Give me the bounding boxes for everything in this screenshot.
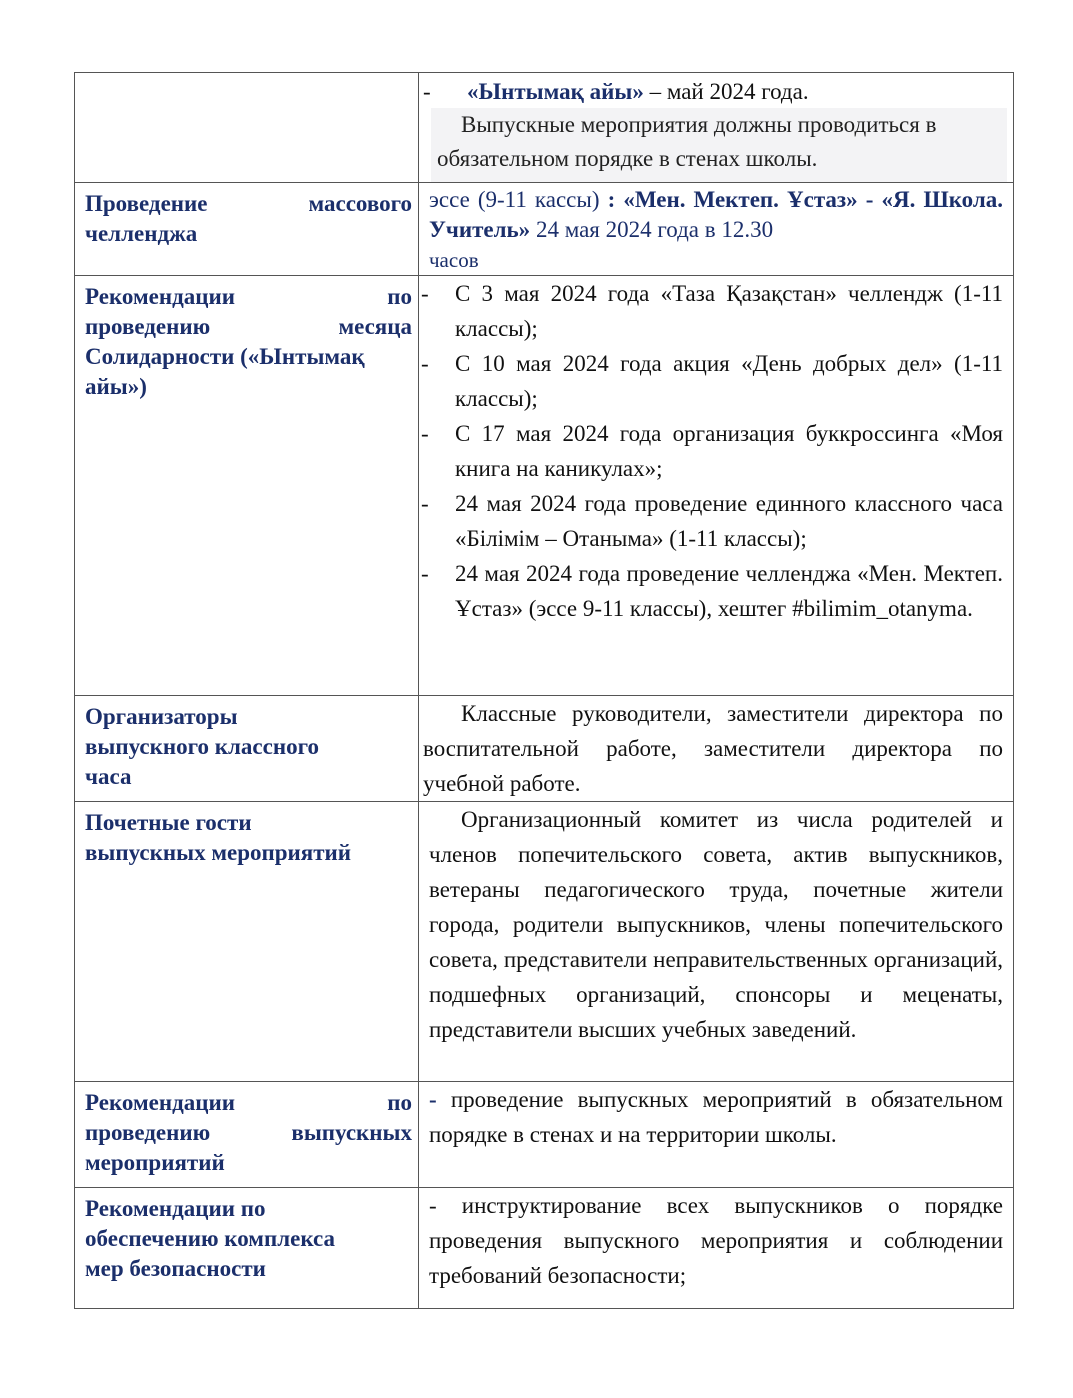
table-row (75, 1082, 1014, 1188)
label-line: Рекомендации по (85, 1090, 412, 1115)
content-cell (419, 696, 1014, 802)
list-item: - С 3 мая 2024 года «Таза Қазақстан» челлендж (1-11 классы); (421, 281, 1003, 341)
row-label (75, 1188, 418, 1284)
list-item-text: С 10 мая 2024 года акция «День добрых дел» (1-11 классы); (455, 351, 1003, 411)
label-line: проведению месяца (85, 314, 412, 339)
label-line: Организаторы (85, 704, 238, 729)
row-label (75, 1082, 418, 1178)
bullet-dash: - (429, 1087, 437, 1112)
safety-text: - инструктирование всех выпускников о порядке проведения выпускного мероприятия и соблюдении требований безопасности; (429, 1193, 1003, 1288)
row-label (75, 276, 418, 402)
bullet-dash: - (423, 79, 431, 104)
guests-text: Организационный комитет из числа родителей и членов попечительского совета, актив выпускников, ветераны педагогического труда, почетные жители города, родители выпускников, члены попечительского совета, представители неправительственных организаций, подшефных организаций, спонсоры и меценаты, представители высших учебных заведений. (429, 807, 1003, 1042)
graduation-recommendation-text: проведение выпускных мероприятий в обязательном порядке в стенах и на территории школы. (429, 1087, 1003, 1147)
label-line: выпускного классного (85, 734, 319, 759)
table-row (75, 802, 1014, 1082)
table-row (75, 1188, 1014, 1309)
label-line: выпускных мероприятий (85, 840, 352, 865)
challenge-text (419, 183, 1013, 275)
label-line: айы») (85, 374, 147, 399)
row-label (75, 696, 418, 792)
month-date: – май 2024 года. (643, 79, 809, 104)
content-cell (419, 73, 1014, 183)
essay-title: : «Мен. Мектеп. Ұстаз» - «Я. Школа. Учитель» (429, 187, 1003, 242)
row-label (75, 802, 418, 868)
content-cell (419, 276, 1014, 696)
row-label (75, 183, 418, 249)
graduation-recommendation (419, 1082, 1013, 1152)
content-cell (419, 1188, 1014, 1309)
label-line: Рекомендации по (85, 284, 412, 309)
label-line: Почетные гости (85, 810, 252, 835)
label-cell (75, 696, 419, 802)
table-row (75, 276, 1014, 696)
label-line: Солидарности («Ынтымақ (85, 344, 365, 369)
month-title: «Ынтымақ айы» (467, 79, 644, 104)
graduation-note-text: Выпускные мероприятия должны проводиться в обязательном порядке в стенах школы. (437, 112, 937, 171)
content-cell (419, 1082, 1014, 1188)
document-table (74, 72, 1014, 1309)
table-row (75, 696, 1014, 802)
row-label-text: Проведение массового челленджа (85, 191, 412, 246)
label-cell (75, 183, 419, 276)
essay-tail: часов (429, 248, 479, 272)
table-row (75, 183, 1014, 276)
month-line (419, 73, 1013, 108)
label-line: часа (85, 764, 132, 789)
label-line: мероприятий (85, 1150, 225, 1175)
label-line: Рекомендации по (85, 1196, 266, 1221)
list-item-text: 24 мая 2024 года проведение единного классного часа «Білімім – Отаныма» (1-11 классы); (455, 491, 1003, 551)
list-item: - С 17 мая 2024 года организация буккроссинга «Моя книга на каникулах»; (421, 421, 1003, 481)
list-item: - 24 мая 2024 года проведение челленджа «Мен. Мектеп. Ұстаз» (эссе 9-11 классы), хештег #bilimim_otanyma. (421, 561, 1003, 621)
label-line: проведению выпускных (85, 1120, 412, 1145)
empty-label-cell (75, 73, 419, 183)
label-line: обеспечению комплекса (85, 1226, 336, 1251)
label-cell (75, 1082, 419, 1188)
list-item: - 24 мая 2024 года проведение единного классного часа «Білімім – Отаныма» (1-11 классы); (421, 491, 1003, 551)
list-item-text: С 17 мая 2024 года организация буккроссинга «Моя книга на каникулах»; (455, 421, 1003, 481)
content-cell (419, 802, 1014, 1082)
list-item-text: С 3 мая 2024 года «Таза Қазақстан» челлендж (1-11 классы); (455, 281, 1003, 341)
list-item-text: 24 мая 2024 года проведение челленджа «Мен. Мектеп. Ұстаз» (эссе 9-11 классы), хештег #bilimim_otanyma. (455, 561, 1003, 621)
essay-date: 24 мая 2024 года в 12.30 (530, 217, 774, 242)
label-line: мер безопасности (85, 1256, 266, 1281)
label-cell (75, 802, 419, 1082)
content-cell (419, 183, 1014, 276)
label-cell (75, 1188, 419, 1309)
organizers-text: Классные руководители, заместители директора по воспитательной работе, заместители директора по учебной работе. (423, 701, 1003, 796)
list-item: - С 10 мая 2024 года акция «День добрых дел» (1-11 классы); (421, 351, 1003, 411)
essay-prefix: эссе (9-11 кассы) (429, 187, 600, 212)
label-cell (75, 276, 419, 696)
table-row (75, 73, 1014, 183)
graduation-note (431, 108, 1007, 182)
